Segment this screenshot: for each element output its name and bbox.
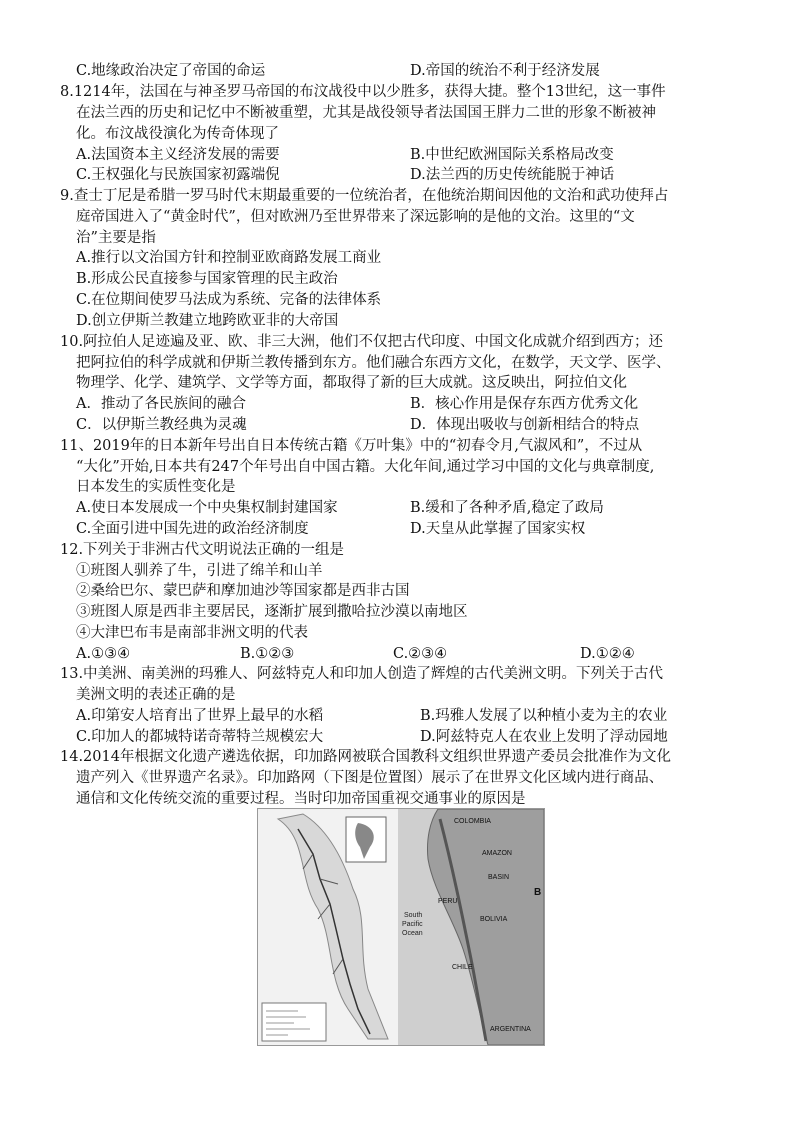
q13-stem-line1: 13.中美洲、南美洲的玛雅人、阿兹特克人和印加人创造了辉煌的古代美洲文明。下列关于古代 bbox=[60, 666, 664, 682]
q7-option-c: C.地缘政治决定了帝国的命运 bbox=[76, 63, 266, 79]
q11-stem-line1: 11、2019年的日本新年号出自日本传统古籍《万叶集》中的“初春令月,气淑风和”，不过从 bbox=[60, 438, 643, 454]
q12-option-a: A.①③④ bbox=[76, 646, 131, 662]
q9-stem-line2: 庭帝国进入了“黄金时代”，但对欧洲乃至世界带来了深远影响的是他的文治。这里的“文 bbox=[76, 209, 635, 225]
q9-stem-line1: 9.查士丁尼是希腊一罗马时代末期最重要的一位统治者，在他统治期间因他的文治和武功使拜占 bbox=[60, 188, 669, 204]
q11-option-a: A.使日本发展成一个中央集权制封建国家 bbox=[76, 500, 338, 516]
q10-option-d: D．体现出吸收与创新相结合的特点 bbox=[410, 417, 640, 433]
q13-option-a: A.印第安人培育出了世界上最早的水稻 bbox=[76, 708, 324, 724]
label-amazon: AMAZON bbox=[482, 850, 512, 857]
label-bolivia: BOLIVIA bbox=[480, 916, 508, 923]
label-basin: BASIN bbox=[488, 874, 510, 881]
label-colombia: COLOMBIA bbox=[454, 818, 491, 825]
inca-road-map-figure bbox=[257, 808, 545, 1046]
q12-stem: 12.下列关于非洲古代文明说法正确的一组是 bbox=[60, 542, 345, 558]
q8-option-d: D.法兰西的历史传统能脱于神话 bbox=[410, 167, 615, 183]
q8-stem-line1: 8.1214年，法国在与神圣罗马帝国的布汶战役中以少胜多，获得大捷。整个13世纪，这一事件 bbox=[60, 84, 666, 100]
label-south: South bbox=[404, 912, 423, 919]
q12-item-3: ③班图人原是西非主要居民，逐渐扩展到撒哈拉沙漠以南地区 bbox=[76, 604, 468, 620]
q12-option-d: D.①②④ bbox=[580, 646, 635, 662]
label-ocean: Ocean bbox=[402, 930, 423, 937]
label-chile: CHILE bbox=[452, 964, 473, 971]
q7-option-d: D.帝国的统治不利于经济发展 bbox=[410, 63, 600, 79]
q9-stem-line3: 治”主要是指 bbox=[76, 230, 156, 246]
q12-option-c: C.②③④ bbox=[393, 646, 448, 662]
q11-stem-line2: “大化”开始,日本共有247个年号出自中国古籍。大化年间,通过学习中国的文化与典章制度, bbox=[76, 459, 655, 475]
q13-stem-line2: 美洲文明的表述正确的是 bbox=[76, 687, 236, 703]
q12-item-2: ②桑给巴尔、蒙巴萨和摩加迪沙等国家都是西非古国 bbox=[76, 583, 410, 599]
q14-stem-line1: 14.2014年根据文化遗产遴选依据，印加路网被联合国教科文组织世界遗产委员会批准作为文化 bbox=[60, 749, 671, 765]
q12-item-4: ④大津巴布韦是南部非洲文明的代表 bbox=[76, 625, 308, 641]
q9-option-a: A.推行以文治国方针和控制亚欧商路发展工商业 bbox=[76, 250, 382, 266]
q14-stem-line2: 遗产列入《世界遗产名录》。印加路网（下图是位置图）展示了在世界文化区域内进行商品、 bbox=[76, 770, 664, 786]
q14-stem-line3: 通信和文化传统交流的重要过程。当时印加帝国重视交通事业的原因是 bbox=[76, 791, 526, 807]
q10-stem-line2: 把阿拉伯的科学成就和伊斯兰教传播到东方。他们融合东西方文化，在数学，天文学、医学、 bbox=[76, 355, 671, 371]
q9-option-b: B.形成公民直接参与国家管理的民主政治 bbox=[76, 271, 338, 287]
label-pacific: Pacific bbox=[402, 921, 423, 928]
label-peru: PERU bbox=[438, 898, 458, 905]
q8-stem-line2: 在法兰西的历史和记忆中不断被重塑，尤其是战役领导者法国国王胖力二世的形象不断被神 bbox=[76, 105, 656, 121]
label-argentina: ARGENTINA bbox=[490, 1026, 531, 1033]
q12-item-1: ①班图人驯养了牛，引进了绵羊和山羊 bbox=[76, 563, 323, 579]
label-b: B bbox=[534, 887, 542, 898]
q13-option-d: D.阿兹特克人在农业上发明了浮动园地 bbox=[420, 729, 668, 745]
q10-option-c: C．以伊斯兰教经典为灵魂 bbox=[76, 417, 247, 433]
q12-option-b: B.①②③ bbox=[240, 646, 295, 662]
q10-option-b: B．核心作用是保存东西方优秀文化 bbox=[410, 396, 639, 412]
q11-option-d: D.天皇从此掌握了国家实权 bbox=[410, 521, 586, 537]
q10-stem-line3: 物理学、化学、建筑学、文学等方面，都取得了新的巨大成就。这反映出，阿拉伯文化 bbox=[76, 375, 627, 391]
q8-option-a: A.法国资本主义经济发展的需要 bbox=[76, 147, 280, 163]
q8-stem-line3: 化。布汶战役演化为传奇体现了 bbox=[76, 126, 279, 142]
q13-option-b: B.玛雅人发展了以种植小麦为主的农业 bbox=[420, 708, 668, 724]
q9-option-c: C.在位期间使罗马法成为系统、完备的法律体系 bbox=[76, 292, 382, 308]
q9-option-d: D.创立伊斯兰教建立地跨欧亚非的大帝国 bbox=[76, 313, 339, 329]
q11-stem-line3: 日本发生的实质性变化是 bbox=[76, 479, 236, 495]
q11-option-b: B.缓和了各种矛盾,稳定了政局 bbox=[410, 500, 604, 516]
q10-stem-line1: 10.阿拉伯人足迹遍及亚、欧、非三大洲，他们不仅把古代印度、中国文化成就介绍到西方；还 bbox=[60, 334, 664, 350]
q8-option-c: C.王权强化与民族国家初露端倪 bbox=[76, 167, 280, 183]
q10-option-a: A．推动了各民族间的融合 bbox=[76, 396, 246, 412]
q11-option-c: C.全面引进中国先进的政治经济制度 bbox=[76, 521, 309, 537]
q13-option-c: C.印加人的都城特诺奇蒂特兰规模宏大 bbox=[76, 729, 324, 745]
q8-option-b: B.中世纪欧洲国际关系格局改变 bbox=[410, 147, 614, 163]
